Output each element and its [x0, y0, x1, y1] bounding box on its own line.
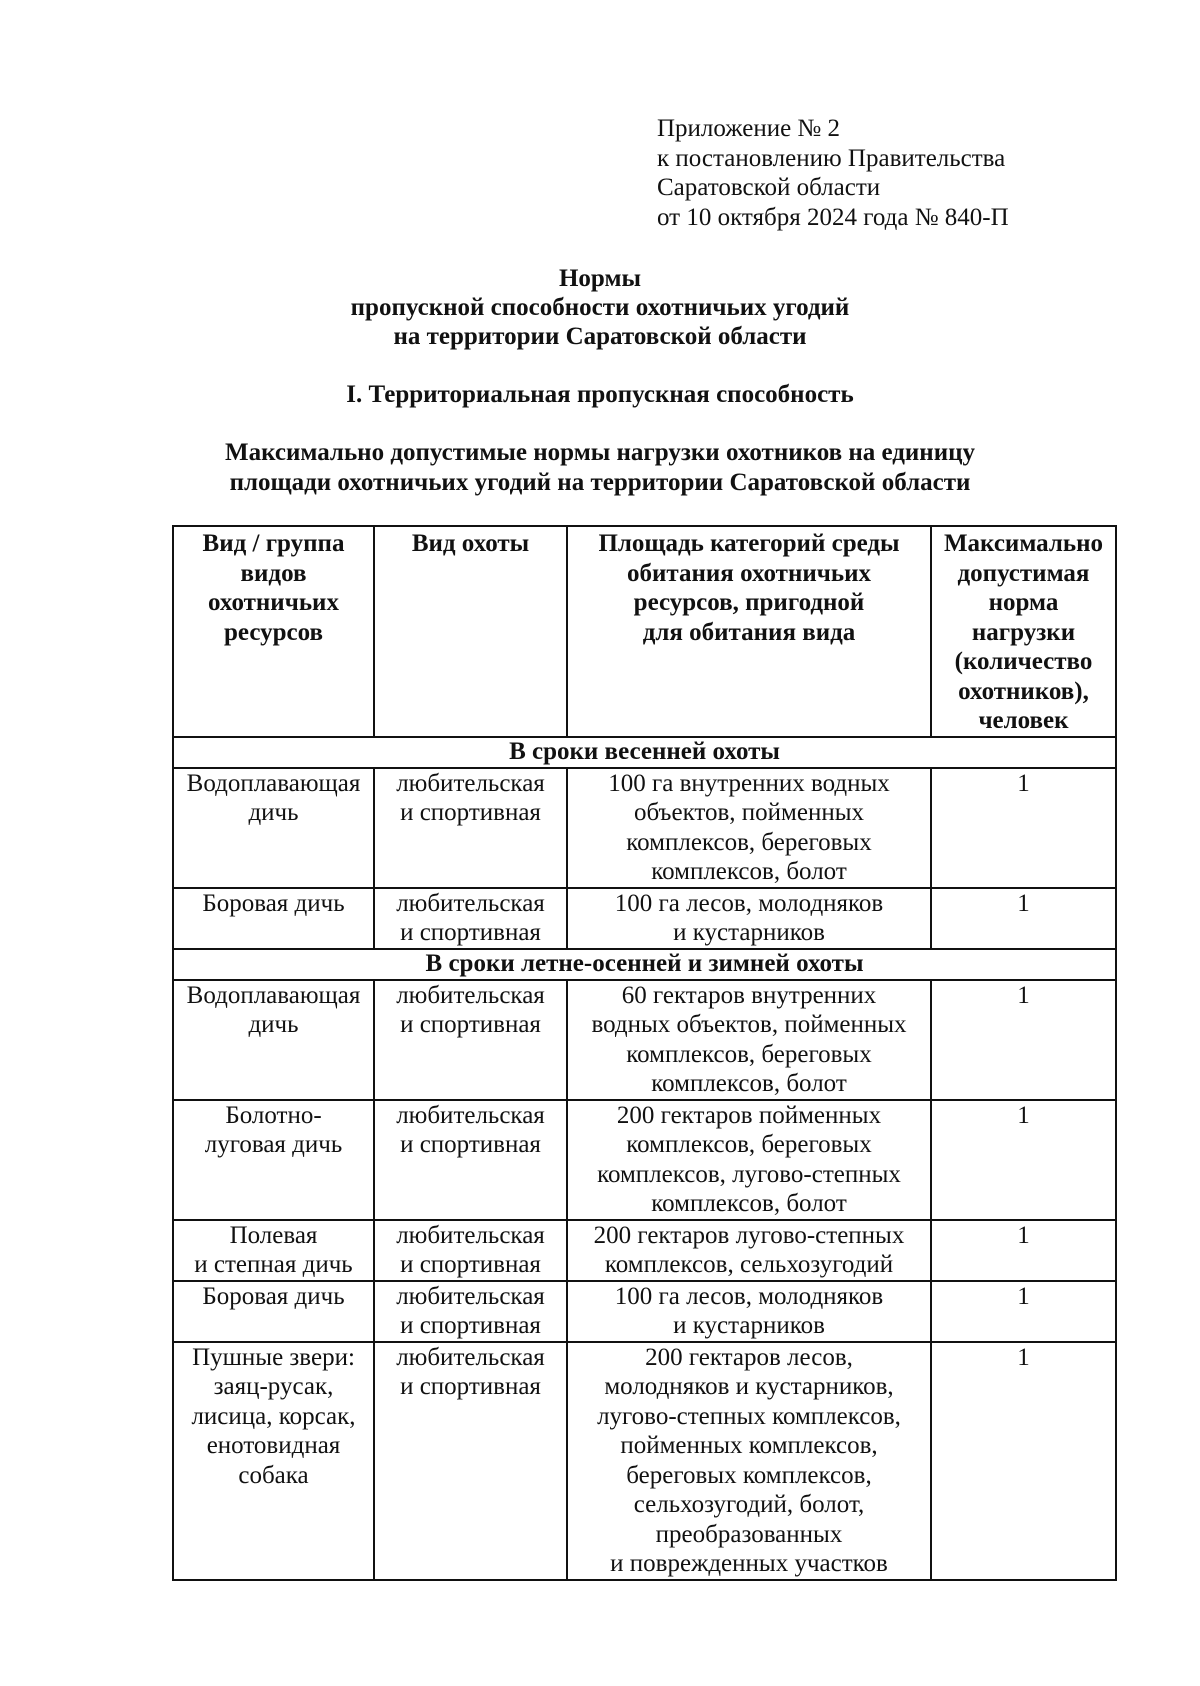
cell-species: [173, 1100, 374, 1220]
cell-text-line: комплексов, береговых: [626, 1040, 872, 1068]
cell-text-line: видов: [240, 559, 307, 587]
cell-text-line: лугово-степных комплексов,: [597, 1402, 901, 1430]
cell-text-line: пойменных комплексов,: [620, 1432, 878, 1459]
cell-text-line: (количество: [954, 648, 1093, 675]
cell-text-line: любительская: [396, 1221, 545, 1249]
cell-norm: 1: [931, 1220, 1116, 1281]
appendix-line: Приложение № 2: [657, 115, 841, 142]
cell-text-line: Болотно-: [225, 1101, 322, 1129]
cell-hunt-type: [374, 1281, 567, 1342]
cell-habitat-area: [567, 1342, 931, 1580]
cell-text-line: 100 га лесов, молодняков: [614, 889, 884, 917]
appendix-reference: [657, 114, 1009, 232]
section-row-spring: [173, 737, 1116, 768]
cell-habitat-area: [567, 888, 931, 949]
header-max-norm: [931, 526, 1116, 737]
cell-text-line: дичь: [248, 799, 299, 826]
cell-text-line: преобразованных: [655, 1520, 843, 1548]
section-row-summer-winter: [173, 949, 1116, 980]
caption-line: площади охотничьих угодий на территории Саратовской области: [229, 469, 971, 496]
cell-text-line: объектов, пойменных: [633, 799, 865, 826]
cell-text-line: 200 гектаров лугово-степных: [593, 1221, 905, 1249]
cell-hunt-type: [374, 888, 567, 949]
cell-text-line: Водоплавающая: [186, 981, 361, 1009]
appendix-line: Саратовской области: [657, 174, 881, 201]
cell-text-line: собака: [238, 1461, 309, 1489]
cell-text-line: комплексов, сельхозугодий: [604, 1251, 894, 1278]
cell-text-line: и спортивная: [400, 1373, 541, 1400]
cell-norm: 1: [931, 1342, 1116, 1580]
cell-habitat-area: [567, 980, 931, 1100]
cell-text-line: ресурсов: [224, 618, 323, 646]
table-row: [173, 888, 1116, 949]
cell-text-line: комплексов, болот: [651, 1190, 847, 1217]
cell-text-line: Водоплавающая: [186, 769, 361, 797]
cell-text-line: любительская: [396, 889, 545, 917]
cell-text-line: любительская: [396, 1282, 545, 1310]
cell-text-line: и спортивная: [400, 1312, 541, 1339]
cell-species: [173, 1220, 374, 1281]
cell-norm: 1: [931, 980, 1116, 1100]
cell-hunt-type: [374, 768, 567, 888]
title-line: Нормы: [558, 265, 642, 292]
header-hunt-type: [374, 526, 567, 737]
cell-text-line: охотничьих: [208, 589, 339, 616]
cell-text-line: Максимально: [943, 530, 1104, 557]
cell-text-line: енотовидная: [206, 1432, 341, 1459]
cell-text-line: комплексов, болот: [651, 1070, 847, 1097]
cell-text-line: береговых комплексов,: [626, 1461, 872, 1489]
cell-text-line: норма: [988, 589, 1059, 616]
cell-text-line: и кустарников: [673, 1312, 825, 1339]
table-row: [173, 768, 1116, 888]
cell-text-line: человек: [978, 707, 1069, 734]
header-habitat-area: [567, 526, 931, 737]
table-row: [173, 1342, 1116, 1580]
table-row: [173, 1100, 1116, 1220]
cell-habitat-area: [567, 1220, 931, 1281]
cell-hunt-type: [374, 1220, 567, 1281]
cell-text-line: для обитания вида: [642, 618, 856, 646]
cell-text-line: охотников),: [958, 677, 1089, 705]
table-header-row: [173, 526, 1116, 737]
cell-text-line: 200 гектаров пойменных: [616, 1101, 882, 1129]
cell-text-line: Вид / группа: [202, 530, 345, 557]
cell-text-line: любительская: [396, 981, 545, 1009]
cell-habitat-area: [567, 768, 931, 888]
cell-text-line: и степная дичь: [194, 1251, 353, 1278]
cell-text-line: сельхозугодий, болот,: [633, 1491, 865, 1518]
cell-text-line: водных объектов, пойменных: [591, 1011, 907, 1038]
title-line: пропускной способности охотничьих угодий: [350, 294, 850, 321]
cell-text-line: Боровая дичь: [202, 889, 345, 917]
cell-text-line: 60 гектаров внутренних: [621, 981, 877, 1009]
cell-species: [173, 1281, 374, 1342]
cell-hunt-type: [374, 1100, 567, 1220]
table-row: [173, 1281, 1116, 1342]
cell-text-line: Пушные звери:: [192, 1343, 355, 1371]
cell-text-line: 100 га внутренних водных: [608, 769, 890, 797]
cell-text-line: дичь: [248, 1011, 299, 1038]
appendix-line: от 10 октября 2024 года № 840-П: [657, 203, 1009, 231]
cell-norm: 1: [931, 888, 1116, 949]
cell-species: [173, 1342, 374, 1580]
cell-text-line: нагрузки: [971, 618, 1076, 646]
cell-text-line: ресурсов, пригодной: [633, 589, 865, 616]
cell-text-line: обитания охотничьих: [627, 559, 871, 587]
cell-text-line: и кустарников: [673, 919, 825, 946]
cell-habitat-area: [567, 1100, 931, 1220]
cell-text-line: комплексов, болот: [651, 858, 847, 885]
cell-text-line: Полевая: [229, 1221, 318, 1249]
document-title: [0, 264, 1200, 351]
cell-text-line: допустимая: [957, 559, 1090, 587]
cell-text-line: и спортивная: [400, 919, 541, 946]
table-row: [173, 980, 1116, 1100]
cell-text-line: и спортивная: [400, 1131, 541, 1158]
cell-text-line: заяц-русак,: [213, 1373, 334, 1400]
cell-text-line: комплексов, береговых: [626, 1131, 872, 1158]
cell-hunt-type: [374, 980, 567, 1100]
section-label-summer-winter: В сроки летне-осенней и зимней охоты: [173, 949, 1116, 980]
cell-text-line: комплексов, лугово-степных: [597, 1160, 901, 1188]
cell-norm: 1: [931, 768, 1116, 888]
section-label-spring: В сроки весенней охоты: [173, 737, 1116, 768]
cell-species: [173, 888, 374, 949]
norms-table: [172, 525, 1117, 1581]
cell-text-line: и поврежденных участков: [610, 1550, 888, 1577]
cell-text-line: Площадь категорий среды: [598, 530, 900, 557]
cell-species: [173, 768, 374, 888]
cell-text-line: любительская: [396, 769, 545, 797]
header-species: [173, 526, 374, 737]
cell-text-line: и спортивная: [400, 799, 541, 826]
cell-text-line: любительская: [396, 1101, 545, 1129]
cell-norm: 1: [931, 1281, 1116, 1342]
cell-text-line: 100 га лесов, молодняков: [614, 1282, 884, 1310]
cell-text-line: и спортивная: [400, 1251, 541, 1278]
appendix-line: к постановлению Правительства: [657, 144, 1006, 172]
cell-text-line: 200 гектаров лесов,: [645, 1343, 853, 1371]
cell-text-line: комплексов, береговых: [626, 828, 872, 856]
cell-text-line: и спортивная: [400, 1011, 541, 1038]
cell-text-line: лисица, корсак,: [191, 1402, 356, 1430]
caption-line: Максимально допустимые нормы нагрузки охотников на единицу: [224, 439, 976, 466]
table-caption: [0, 438, 1200, 498]
cell-species: [173, 980, 374, 1100]
cell-habitat-area: [567, 1281, 931, 1342]
cell-text-line: Боровая дичь: [202, 1282, 345, 1310]
section-heading: I. Территориальная пропускная способность: [346, 381, 854, 408]
table-row: [173, 1220, 1116, 1281]
cell-hunt-type: [374, 1342, 567, 1580]
cell-text-line: молодняков и кустарников,: [604, 1373, 894, 1400]
cell-text-line: любительская: [396, 1343, 545, 1371]
cell-norm: 1: [931, 1100, 1116, 1220]
cell-text-line: луговая дичь: [204, 1131, 343, 1158]
cell-text-line: Вид охоты: [411, 530, 530, 557]
title-line: на территории Саратовской области: [393, 323, 807, 350]
